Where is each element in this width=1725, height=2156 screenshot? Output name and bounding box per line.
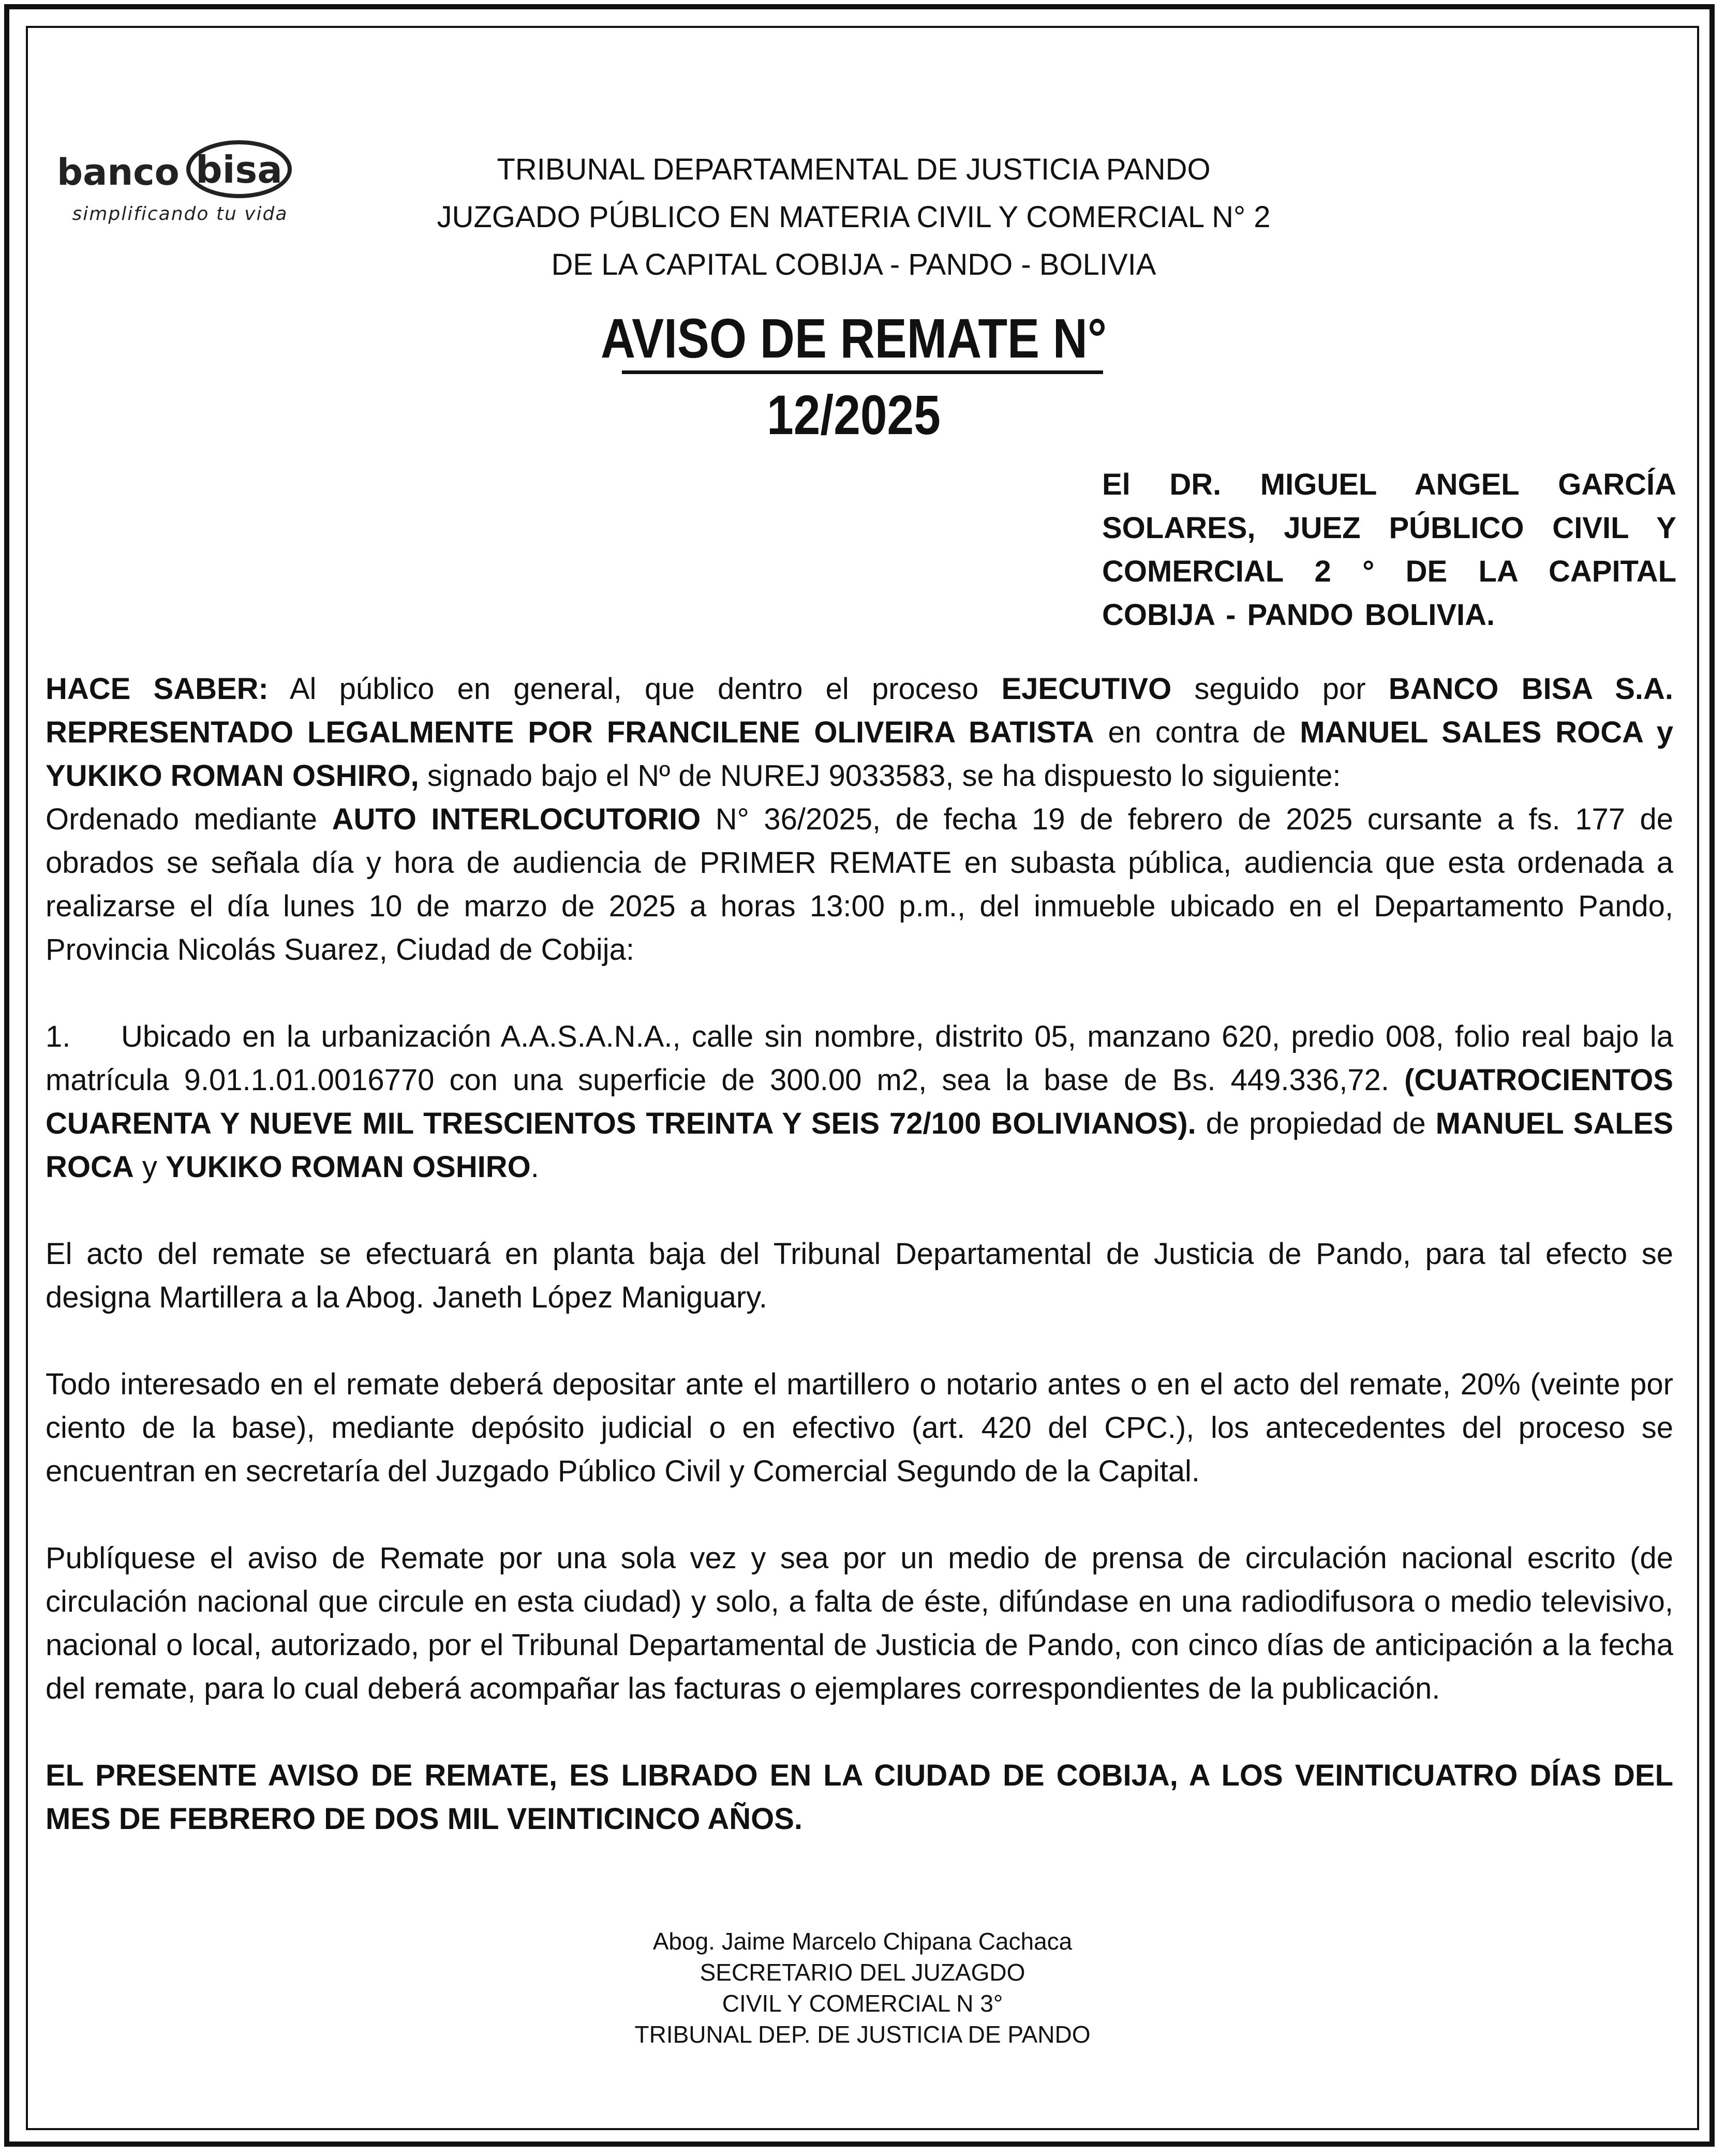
- paragraph-deposito: Todo interesado en el remate deberá depositar ante el martillero o notario antes o en el acto del remate, 20% (veinte por ciento de la base), mediante depósito judicial o en efectivo (art. 420 del CPC.), los antecedentes del proceso se encuentran en secretaría del Juzgado Público Civil y Comercial Segundo de la Capital.: [46, 1367, 1673, 1488]
- judge-block: [1102, 463, 1676, 637]
- paragraph-hace-saber: [46, 667, 1673, 798]
- court-header-line: TRIBUNAL DEPARTAMENTAL DE JUSTICIA PANDO: [497, 153, 1211, 186]
- court-header-line: JUZGADO PÚBLICO EN MATERIA CIVIL Y COMERCIAL N° 2: [437, 200, 1271, 234]
- text: signado bajo el Nº de NUREJ 9033583, se ha dispuesto lo siguiente:: [419, 759, 1341, 793]
- text-bold: MANUEL SALES ROCA y YUKIKO ROMAN OSHIRO,: [46, 716, 1673, 793]
- text-bold: EJECUTIVO: [1001, 672, 1172, 706]
- signature-line: CIVIL Y COMERCIAL N 3°: [722, 1990, 1003, 2017]
- banco-bisa-logo: [56, 137, 294, 235]
- judge-line: El DR. MIGUEL ANGEL GARCÍA: [1102, 468, 1676, 501]
- paragraph-ordenado: [46, 798, 1673, 972]
- text: en contra de: [1094, 716, 1300, 749]
- text: Ubicado en la urbanización A.A.S.A.N.A., calle sin nombre, distrito 05, manzano 620, predio 008, folio real bajo la matrícula 9.01.1.01.0016770 con una superficie de 300.00 m2, sea la base de Bs. 449.336,72.: [46, 1020, 1673, 1097]
- text-bold: YUKIKO ROMAN OSHIRO: [166, 1150, 531, 1184]
- text: Ordenado mediante: [46, 802, 332, 836]
- text: Al público en general, que dentro el proceso: [268, 672, 1002, 706]
- text-bold: AUTO INTERLOCUTORIO: [332, 802, 701, 836]
- court-header: [362, 146, 1345, 289]
- text: .: [530, 1150, 539, 1184]
- signature-block: [517, 1926, 1208, 2050]
- logo-tagline: simplificando tu vida: [72, 203, 288, 225]
- judge-line: SOLARES, JUEZ PÚBLICO CIVIL Y: [1102, 511, 1676, 545]
- court-header-line: DE LA CAPITAL COBIJA - PANDO - BOLIVIA: [551, 248, 1156, 281]
- judge-line: COBIJA - PANDO BOLIVIA.: [1102, 598, 1495, 632]
- notice-title: [520, 300, 1187, 453]
- text: seguido por: [1171, 672, 1389, 706]
- text: N° 36/2025, de fecha 19 de febrero de 2025 cursante a fs. 177 de obrados se señala día y hora de audiencia de PRIMER REMATE en subasta pública, audiencia que esta ordenada a realizarse el día lunes 10 de marzo de 2025 a horas 13:00 p.m., del inmueble ubicado en el Departamento Pando, Provincia Nicolás Suarez, Ciudad de Cobija:: [46, 802, 1673, 967]
- text-bold: (CUATROCIENTOS CUARENTA Y NUEVE MIL TRESCIENTOS TREINTA Y SEIS 72/100 BOLIVIANOS).: [46, 1063, 1673, 1140]
- paragraph-publiquese: Publíquese el aviso de Remate por una sola vez y sea por un medio de prensa de circulación nacional escrito (de circulación nacional que circule en esta ciudad) y solo, a falta de éste, difúndase en una radiodifusora o medio televisivo, nacional o local, autorizado, por el Tribunal Departamental de Justicia de Pando, con cinco días de anticipación a la fecha del remate, para lo cual deberá acompañar las facturas o ejemplares correspondientes de la publicación.: [46, 1541, 1673, 1705]
- text: de propiedad de: [1196, 1107, 1436, 1140]
- notice-number: 12/2025: [767, 383, 941, 446]
- paragraph-acto-remate: El acto del remate se efectuará en planta baja del Tribunal Departamental de Justicia de Pando, para tal efecto se designa Martillera a la Abog. Janeth López Maniguary.: [46, 1237, 1673, 1314]
- logo-word-bisa: bisa: [196, 148, 282, 191]
- judge-line: COMERCIAL 2 ° DE LA CAPITAL: [1102, 555, 1676, 588]
- text: y: [133, 1150, 166, 1184]
- signature-line: TRIBUNAL DEP. DE JUSTICIA DE PANDO: [634, 2021, 1091, 2048]
- text-bold: HACE SABER:: [46, 672, 269, 706]
- item-number: 1.: [46, 1020, 71, 1053]
- paragraph-closing: EL PRESENTE AVISO DE REMATE, ES LIBRADO EN LA CIUDAD DE COBIJA, A LOS VEINTICUATRO DÍAS DEL MES DE FEBRERO DE DOS MIL VEINTICINCO AÑOS.: [46, 1759, 1673, 1836]
- notice-title-line: AVISO DE REMATE N°: [600, 307, 1107, 369]
- text-bold: MANUEL SALES ROCA: [46, 1107, 1674, 1184]
- signature-line: SECRETARIO DEL JUZAGDO: [700, 1959, 1025, 1986]
- notice-body: [46, 667, 1673, 1841]
- signature-line: Abog. Jaime Marcelo Chipana Cachaca: [652, 1928, 1073, 1955]
- title-underline: [622, 370, 1103, 374]
- property-item: [46, 1015, 1673, 1189]
- banco-bisa-logo-mark: [56, 137, 294, 204]
- logo-word-banco: banco: [57, 151, 180, 194]
- text-bold: BANCO BISA S.A. REPRESENTADO LEGALMENTE POR FRANCILENE OLIVEIRA BATISTA: [46, 672, 1673, 749]
